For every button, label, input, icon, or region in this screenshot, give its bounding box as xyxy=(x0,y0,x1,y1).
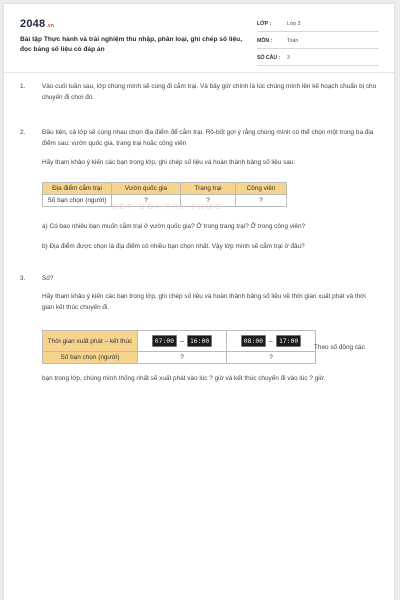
document-header xyxy=(20,18,382,68)
question-3-instruction: Hãy tham khảo ý kiến các bạn trong lớp, ghi chép số liệu và hoàn thành bảng số liệu về thời gian xuất phát và thời gian kết thúc chuyến đi. xyxy=(42,293,366,311)
clock-start: 08:00 xyxy=(241,335,266,347)
meta-row-count: SỐ CÂU : 3 xyxy=(257,52,379,66)
table-cell[interactable]: ? xyxy=(112,195,181,207)
question-1: 1. Vào cuối tuần sau, lớp chúng mình sẽ cùng đi cắm trại. Và bây giờ chính là lúc chúng mình lên kế hoạch chuẩn bị cho chuyến đi chơi đó. xyxy=(20,83,377,101)
question-3-after-table: Theo số đông các xyxy=(314,344,365,351)
clock-end: 16:00 xyxy=(187,335,212,347)
question-3-conclusion: bạn trong lớp, chúng mình thống nhất sẽ xuất phát vào lúc ? giờ và kết thúc chuyến đi vào lúc ? giờ. xyxy=(42,375,326,382)
question-2a: a) Có bao nhiêu bạn muốn cắm trại ở vườn quốc gia? Ở trong trang trại? Ở trong công viên? xyxy=(42,223,306,230)
table-row xyxy=(43,183,287,195)
document-title: Bài tập Thực hành và trải nghiệm thu nhập, phân loại, ghi chép số liệu, đọc bảng số liệu có đáp án xyxy=(20,36,243,53)
table-cell: Số bạn chọn (người) xyxy=(43,195,112,207)
table-header-cell: Thời gian xuất phát – kết thúc xyxy=(43,331,138,352)
clock-start: 07:00 xyxy=(152,335,177,347)
header-divider xyxy=(4,72,394,73)
question-2-instruction: Hãy tham khảo ý kiến các bạn trong lớp, ghi chép số liệu và hoàn thành bảng số liệu sau: xyxy=(42,159,296,166)
site-logo[interactable]: 2048.vn xyxy=(20,18,55,30)
meta-row-subject: MÔN : Toán xyxy=(257,35,379,49)
table-cell[interactable]: ? xyxy=(236,195,287,207)
time-table xyxy=(42,330,316,364)
meta-panel xyxy=(257,18,379,69)
table-header-cell: Vườn quốc gia xyxy=(112,183,181,195)
watermark: KẾT NỐI TRI THỨC xyxy=(112,204,224,211)
table-header-cell: Địa điểm cắm trại xyxy=(43,183,112,195)
table-header-cell: Số bạn chọn (người) xyxy=(43,352,138,364)
table-cell[interactable]: ? xyxy=(138,352,227,364)
time-pair-2: 08:00 – 17:00 xyxy=(227,331,316,352)
question-2: 2. Đầu tiên, cả lớp sẽ cùng nhau chọn địa điểm để cắm trại. Rô-bốt gợi ý rằng chúng mình có thể chọn một trong ba địa điểm sau: vườn quốc gia, trang trại hoặc công viên xyxy=(20,129,374,147)
clock-end: 17:00 xyxy=(276,335,301,347)
table-row xyxy=(43,352,316,364)
question-2b: b) Địa điểm được chọn là địa điểm có nhiều bạn chọn nhất. Vậy lớp mình sẽ cắm trại ở đâu? xyxy=(42,243,305,250)
table-header-cell: Trang trại xyxy=(181,183,236,195)
document-page: 2048.vn Bài tập Thực hành và trải nghiệm thu nhập, phân loại, ghi chép số liệu, đọc bảng số liệu có đáp án LỚP : Lớp 3 MÔN : Toán SỐ CÂU : 3 1. Vào cuối tuần sau, lớp chúng mình sẽ cùng đi cắm trại. Và bây giờ chính là lúc chúng mình lên kế hoạch chuẩn bị cho chuyến đi chơi đó. 2. Đầu tiên, cả lớp sẽ cùng nhau chọn địa điểm để cắm trại. Rô-bốt gợi ý rằng chúng mình có thể chọn một trong ba địa điểm sau: vườn quốc gia, trang trại hoặc công viên Hãy tham khảo ý kiến các bạn trong lớp, ghi chép số liệu và hoàn thành bảng số liệu sau: Địa điểm cắm trại Vườn quốc gia Trang trại Công viên Số bạn chọn (người) ? ? ? KẾT NỐI TRI THỨC a) Có bao nhiêu bạn muốn cắm trại ở vườn quốc gia? Ở trong trang trại? Ở trong công viên? b) Địa điểm được chọn là địa điểm có nhiều bạn chọn nhất. Vậy lớp mình sẽ cắm trại ở đâu? 3. Số? Hãy tham khảo ý kiến các bạn trong lớp, ghi chép số liệu và hoàn thành bảng số liệu về thời gian xuất phát và thời gian kết thúc chuyến đi. Thời gian xuất phát – kết thúc 07:00 – 16:00 08:00 – 17:00 Số bạn chọn (người) ? ? Theo số đông các bạn trong lớp, chúng mình thống nhất sẽ xuất phát vào lúc ? giờ và kết thúc chuyến đi vào lúc ? giờ. xyxy=(4,4,394,600)
time-pair-1: 07:00 – 16:00 xyxy=(138,331,227,352)
meta-row-class: LỚP : Lớp 3 xyxy=(257,18,379,32)
table-cell[interactable]: ? xyxy=(181,195,236,207)
table-cell[interactable]: ? xyxy=(227,352,316,364)
table-row xyxy=(43,331,316,352)
table-header-cell: Công viên xyxy=(236,183,287,195)
